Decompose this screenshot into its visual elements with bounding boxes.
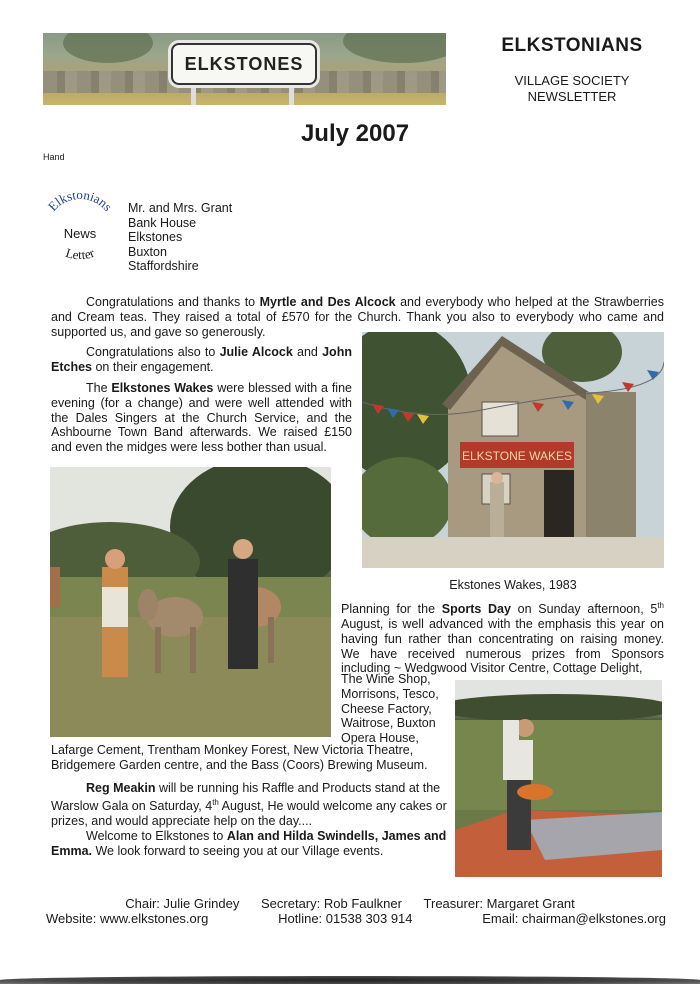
wakes-photo-drawing bbox=[362, 332, 664, 568]
footer-secretary: Secretary: Rob Faulkner bbox=[261, 896, 402, 911]
text-superscript: th bbox=[657, 601, 664, 610]
address-line: Mr. and Mrs. Grant bbox=[128, 201, 233, 215]
logo-bottom-text: Letter bbox=[63, 244, 97, 263]
sign-post bbox=[191, 85, 196, 105]
sports-photo bbox=[455, 680, 662, 877]
village-sign-text: ELKSTONES bbox=[184, 53, 304, 74]
text-run: were blessed with a fine evening (for a change) and were well attended with the Dales Singers at the Church Service, and the Ashbourne Town Band afterwards. We raised £150 and even the midges were less bother than usual. bbox=[51, 381, 352, 455]
recipient-address bbox=[128, 201, 232, 274]
society-subtitle-line: VILLAGE SOCIETY bbox=[514, 73, 630, 88]
text-bold: Reg Meakin bbox=[86, 781, 156, 795]
address-line: Buxton bbox=[128, 244, 167, 259]
text-bold: Alan and Hilda Swindells, James and Emma. bbox=[51, 829, 447, 858]
logo-center-text: News bbox=[63, 226, 97, 241]
text-run: August, He would welcome any cakes or prizes, and would appreciate help on the day.... bbox=[51, 798, 447, 828]
footer-hotline: Hotline: 01538 303 914 bbox=[278, 911, 413, 926]
scan-edge bbox=[0, 976, 700, 984]
paragraph-sponsors-cont: Lafarge Cement, Trentham Monkey Forest, New Victoria Theatre, Bridgemere Garden centre, and the Bass (Coors) Brewing Museum. bbox=[51, 743, 428, 772]
text-run: Welcome to Elkstones to bbox=[86, 829, 227, 843]
text-bold: John Etches bbox=[51, 345, 352, 374]
hand-label: Hand bbox=[43, 152, 65, 162]
donkeys-photo-drawing bbox=[50, 467, 331, 737]
wakes-photo-caption: Ekstones Wakes, 1983 bbox=[449, 578, 577, 592]
footer-officers bbox=[0, 896, 700, 911]
society-title: ELKSTONIANS bbox=[501, 35, 643, 56]
wakes-photo bbox=[362, 332, 664, 568]
text-run: will be running his Raffle and Products stand at the Warslow Gala on Saturday, 4 bbox=[51, 781, 441, 813]
paragraph-engagement bbox=[51, 345, 352, 375]
sports-photo-drawing bbox=[455, 680, 662, 877]
newsletter-logo bbox=[38, 193, 122, 271]
paragraph-raffle bbox=[51, 781, 451, 829]
village-sign bbox=[171, 43, 317, 85]
header-photo bbox=[43, 33, 446, 105]
tree-shape bbox=[343, 33, 446, 63]
address-line: Staffordshire bbox=[128, 259, 199, 274]
footer-contacts bbox=[46, 911, 666, 926]
newsletter-logo-svg bbox=[38, 193, 122, 271]
paragraph-wakes bbox=[51, 381, 352, 455]
text-run: Planning for the bbox=[341, 602, 442, 617]
text-run: The bbox=[86, 381, 112, 395]
donkeys-photo bbox=[50, 467, 331, 737]
address-line: Bank House bbox=[128, 215, 197, 230]
text-run: Congratulations also to bbox=[86, 345, 220, 359]
text-run: August, is well advanced with the emphasis this year on having fun rather than concentrating on raising money. We have received numerous prizes from Sponsors including ~ Wedgwood Visitor Centre, Cottage Delight, bbox=[341, 616, 664, 676]
text-bold: Elkstones Wakes bbox=[111, 381, 214, 395]
logo-arc-text: Elkstonians bbox=[44, 193, 116, 214]
text-run: on Sunday afternoon, 5 bbox=[510, 602, 658, 617]
footer-website[interactable]: Website: www.elkstones.org bbox=[46, 911, 209, 926]
society-subtitle-line: NEWSLETTER bbox=[527, 89, 617, 104]
paragraph-welcome bbox=[51, 829, 451, 859]
address-line: Elkstones bbox=[128, 230, 183, 245]
footer-chair: Chair: Julie Grindey bbox=[125, 896, 240, 911]
sign-post bbox=[289, 85, 294, 105]
text-run: We look forward to seeing you at our Village events. bbox=[92, 843, 384, 858]
footer-treasurer: Treasurer: Margaret Grant bbox=[423, 896, 575, 911]
paragraph-sports-day bbox=[341, 599, 664, 676]
text-bold: Sports Day bbox=[441, 602, 511, 617]
footer-email[interactable]: Email: chairman@elkstones.org bbox=[482, 911, 666, 926]
text-run: and everybody who helped at the Strawberries and Cream teas. They raised a total of £570 for the Church. Thank you also to everybody who came and supported us, and gave so generously. bbox=[51, 295, 664, 339]
society-subtitle bbox=[470, 73, 674, 105]
tree-shape bbox=[63, 33, 153, 63]
text-run: and bbox=[292, 345, 323, 359]
text-bold: Julie Alcock bbox=[219, 345, 293, 359]
text-run: on their engagement. bbox=[92, 359, 214, 374]
paragraph-sponsors: The Wine Shop, Morrisons, Tesco, Cheese Factory, Waitrose, Buxton Opera House, bbox=[341, 672, 439, 746]
text-superscript: th bbox=[212, 797, 219, 807]
text-bold: Myrtle and Des Alcock bbox=[259, 295, 396, 309]
text-run: Congratulations and thanks to bbox=[86, 295, 260, 309]
issue-date: July 2007 bbox=[300, 120, 410, 147]
wakes-banner-text: ELKSTONE WAKES bbox=[461, 449, 573, 463]
